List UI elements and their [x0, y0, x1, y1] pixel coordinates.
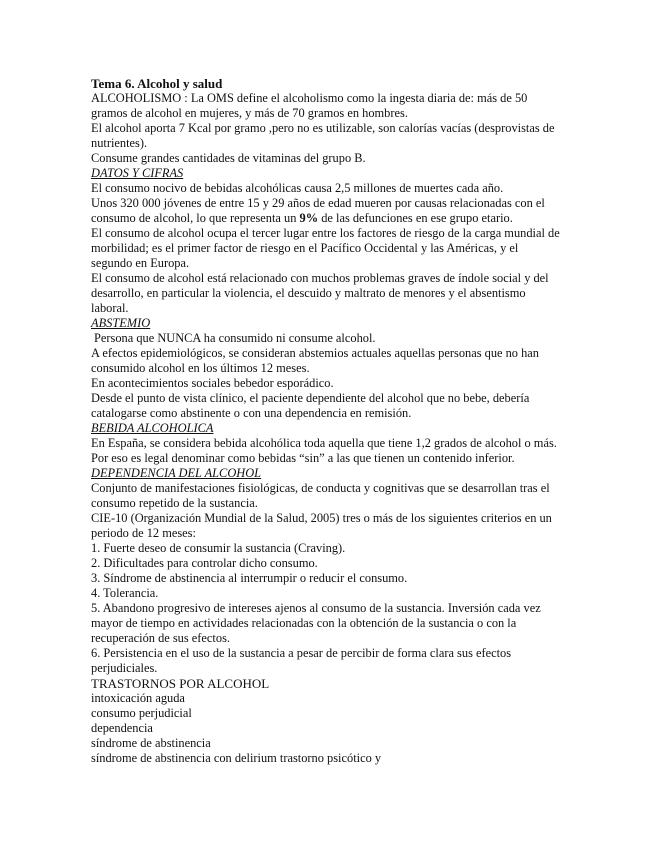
- paragraph-abstemio-1: Persona que NUNCA ha consumido ni consume alcohol.: [94, 331, 376, 345]
- paragraph-datos-1: El consumo nocivo de bebidas alcohólicas causa 2,5 millones de muertes cada año.: [91, 181, 504, 195]
- heading-trastornos: TRASTORNOS POR ALCOHOL: [91, 676, 270, 691]
- document-page: [91, 76, 561, 766]
- list-item: síndrome de abstinencia: [91, 736, 211, 750]
- criteria-item: 2. Dificultades para controlar dicho consumo.: [91, 556, 318, 570]
- heading-abstemio: ABSTEMIO: [91, 316, 151, 330]
- criteria-item: 4. Tolerancia.: [91, 586, 159, 600]
- paragraph-bebida-2: Por eso es legal denominar como bebidas “sin” a las que tienen un contenido inferior.: [91, 451, 515, 465]
- paragraph-dependencia-1: Conjunto de manifestaciones fisiológicas, de conducta y cognitivas que se desarrollan tras el consumo repetido de la sustancia.: [91, 481, 550, 510]
- criteria-item: 1. Fuerte deseo de consumir la sustancia (Craving).: [91, 541, 346, 555]
- list-item: consumo perjudicial: [91, 706, 192, 720]
- criteria-item: 5. Abandono progresivo de intereses ajenos al consumo de la sustancia. Inversión cada vez mayor de tiempo en actividades relacionadas con la obtención de la sustancia o con la recuperación de sus efectos.: [91, 601, 541, 645]
- heading-datos-cifras: DATOS Y CIFRAS: [91, 166, 184, 180]
- heading-bebida-alcoholica: BEBIDA ALCOHOLICA: [91, 421, 214, 435]
- criteria-item: 6. Persistencia en el uso de la sustancia a pesar de percibir de forma clara sus efectos perjudiciales.: [91, 646, 512, 675]
- paragraph-vitaminas: Consume grandes cantidades de vitaminas del grupo B.: [91, 151, 366, 165]
- percent-highlight: 9%: [299, 211, 319, 225]
- list-item: dependencia: [91, 721, 153, 735]
- list-item: síndrome de abstinencia con delirium trastorno psicótico y: [91, 751, 382, 765]
- paragraph-datos-2: [91, 196, 561, 226]
- paragraph-datos-4: El consumo de alcohol está relacionado con muchos problemas graves de índole social y del desarrollo, en particular la violencia, el descuido y maltrato de menores y el absentismo laboral.: [91, 271, 549, 315]
- paragraph-bebida-1: En España, se considera bebida alcohólica toda aquella que tiene 1,2 grados de alcohol o más.: [91, 436, 557, 450]
- heading-dependencia: DEPENDENCIA DEL ALCOHOL: [91, 466, 262, 480]
- list-item: intoxicación aguda: [91, 691, 185, 705]
- paragraph-abstemio-3: En acontecimientos sociales bebedor esporádico.: [91, 376, 334, 390]
- document-title: Tema 6. Alcohol y salud: [91, 76, 223, 91]
- paragraph-datos-2-a: Unos 320 000 jóvenes de entre 15 y 29 años de edad mueren por causas relacionadas con el consumo de alcohol, lo que representa un: [91, 196, 545, 225]
- paragraph-datos-2-c: de las defunciones en ese grupo etario.: [318, 211, 513, 225]
- paragraph-kcal: El alcohol aporta 7 Kcal por gramo ,pero no es utilizable, son calorías vacías (desprovistas de nutrientes).: [91, 121, 555, 150]
- criteria-item: 3. Síndrome de abstinencia al interrumpir o reducir el consumo.: [91, 571, 408, 585]
- paragraph-abstemio-2: A efectos epidemiológicos, se consideran abstemios actuales aquellas personas que no han consumido alcohol en los últimos 12 meses.: [91, 346, 539, 375]
- paragraph-dependencia-2: CIE-10 (Organización Mundial de la Salud, 2005) tres o más de los siguientes criterios en un periodo de 12 meses:: [91, 511, 552, 540]
- paragraph-datos-3: El consumo de alcohol ocupa el tercer lugar entre los factores de riesgo de la carga mundial de morbilidad; es el primer factor de riesgo en el Pacífico Occidental y las Américas, y el segundo en Europa.: [91, 226, 560, 270]
- paragraph-alcoholismo: ALCOHOLISMO : La OMS define el alcoholismo como la ingesta diaria de: más de 50 gramos de alcohol en mujeres, y más de 70 gramos en hombres.: [91, 91, 528, 120]
- paragraph-abstemio-4: Desde el punto de vista clínico, el paciente dependiente del alcohol que no bebe, debería catalogarse como abstinente o con una dependencia en remisión.: [91, 391, 530, 420]
